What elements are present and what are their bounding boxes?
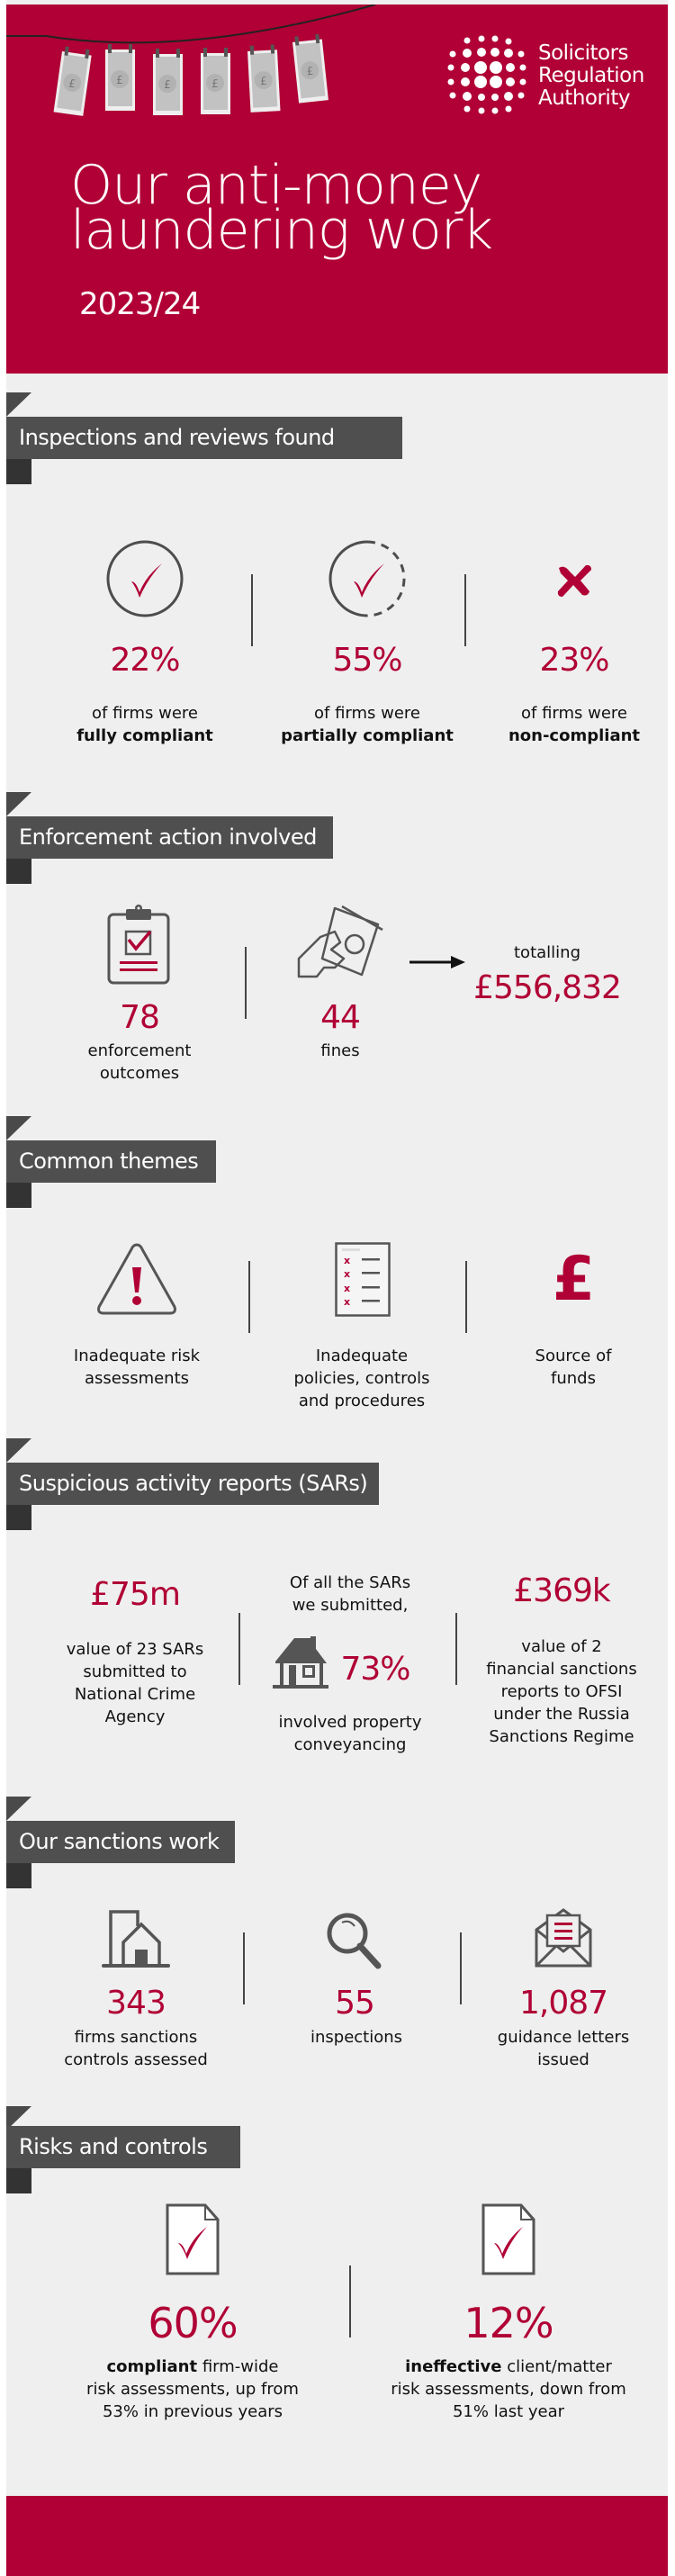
stat-value-fines: 44 [320, 999, 360, 1036]
stat-value-non-compliant: 23% [539, 642, 609, 679]
column-divider [243, 1932, 245, 2004]
stat-intro: we submitted, [292, 1596, 409, 1615]
column-divider [455, 1613, 457, 1685]
stat-label: 53% in previous years [102, 2402, 284, 2421]
stat-label: value of 23 SARs [66, 1640, 204, 1659]
logo-text-authority: Authority [538, 86, 630, 110]
column-divider [465, 1261, 467, 1333]
ribbon-fold [6, 1116, 32, 1140]
stat-label: of firms were [520, 704, 628, 723]
svg-text:£: £ [116, 74, 123, 86]
stat-label: enforcement [87, 1041, 192, 1060]
theme-label: funds [551, 1369, 596, 1388]
stat-label [107, 2355, 279, 2378]
section-heading-sanctions: Our sanctions work [6, 1821, 235, 1863]
column-divider [245, 947, 247, 1019]
washing-line-banknotes-icon [6, 5, 384, 149]
svg-text:£: £ [164, 78, 171, 91]
stat-label: controls assessed [64, 2050, 208, 2069]
stat-value-partially-compliant: 55% [332, 642, 402, 679]
column-divider [349, 2265, 351, 2337]
stat-label: guidance letters [497, 2028, 630, 2047]
document-check-icon [166, 2203, 220, 2275]
svg-text:x: x [344, 1268, 351, 1280]
section-heading-themes: Common themes [6, 1140, 216, 1183]
stat-value-fines-total: £556,832 [473, 969, 621, 1006]
stat-value-guidance-letters: 1,087 [518, 1985, 608, 2022]
stat-label: National Crime [74, 1685, 196, 1704]
ribbon-fold [6, 792, 32, 816]
stat-value-firms-assessed: 343 [106, 1985, 166, 2022]
column-divider [238, 1613, 240, 1685]
stat-label: firms sanctions [74, 2028, 198, 2047]
ribbon-tab [6, 859, 32, 884]
page-title-line2: laundering work [70, 199, 493, 262]
stat-label: fines [320, 1041, 360, 1060]
stat-label: under the Russia [493, 1705, 630, 1724]
stat-label: 51% last year [452, 2402, 565, 2421]
theme-label: policies, controls [293, 1369, 430, 1388]
stat-label-rest: client/matter [501, 2357, 612, 2376]
svg-text:x: x [344, 1283, 351, 1294]
ribbon-tab [6, 2168, 32, 2193]
logo-text-solicitors: Solicitors [538, 41, 629, 65]
stat-value-ofsi-reports: £369k [513, 1572, 610, 1609]
ribbon-fold [6, 1797, 32, 1821]
stat-label: financial sanctions [486, 1660, 637, 1679]
ribbon-tab [6, 1183, 32, 1208]
section-heading-inspections: Inspections and reviews found [6, 417, 402, 459]
stat-value-compliant-firm-wide: 60% [148, 2299, 238, 2347]
stat-value-property-conveyancing: 73% [340, 1651, 410, 1688]
theme-label: Source of [535, 1347, 612, 1365]
stat-label: Sanctions Regime [489, 1727, 634, 1746]
column-divider [464, 574, 466, 646]
ribbon-fold [6, 392, 32, 417]
hand-money-icon [295, 905, 385, 986]
stat-label-totalling: totalling [514, 943, 580, 962]
report-year: 2023/24 [79, 286, 201, 322]
theme-label: Inadequate [315, 1347, 409, 1365]
house-icon [273, 1636, 328, 1690]
stat-label: reports to OFSI [500, 1682, 623, 1701]
column-divider [248, 1261, 250, 1333]
stat-label: issued [537, 2050, 590, 2069]
sra-logo-dots-icon [444, 34, 529, 120]
ribbon-tab [6, 1863, 32, 1888]
section-heading-risks: Risks and controls [6, 2126, 240, 2168]
stat-label: risk assessments, down from [391, 2380, 626, 2399]
svg-text:£: £ [305, 64, 314, 78]
arrow-right-icon [410, 956, 465, 968]
cross-icon [555, 563, 593, 599]
stat-label: inspections [310, 2028, 403, 2047]
stat-label: conveyancing [293, 1735, 407, 1754]
building-icon [102, 1910, 170, 1968]
envelope-letter-icon [535, 1908, 592, 1968]
stat-label-rest: firm-wide [197, 2357, 279, 2376]
logo-text-regulation: Regulation [538, 64, 644, 87]
section-heading-enforcement: Enforcement action involved [6, 816, 333, 859]
checklist-cross-icon [335, 1242, 391, 1317]
stat-value-enforcement-outcomes: 78 [120, 999, 159, 1036]
document-check-icon [482, 2203, 536, 2275]
stat-label [405, 2355, 612, 2378]
ribbon-tab [6, 459, 32, 484]
ribbon-fold [6, 1438, 32, 1463]
ribbon-tab [6, 1505, 32, 1530]
stat-label-bold: ineffective [405, 2357, 502, 2376]
stat-label: of firms were [313, 704, 421, 723]
stat-label-bold: non-compliant [508, 726, 641, 745]
partial-check-circle-icon [328, 540, 406, 617]
pound-icon: £ [552, 1244, 595, 1315]
theme-label: assessments [84, 1369, 190, 1388]
stat-label-bold: compliant [106, 2357, 198, 2376]
stat-label: involved property [278, 1713, 422, 1732]
stat-label: of firms were [91, 704, 199, 723]
column-divider [251, 574, 253, 646]
check-circle-icon [106, 540, 184, 617]
svg-text:x: x [344, 1296, 351, 1308]
svg-text:£: £ [68, 77, 76, 91]
column-divider [460, 1932, 462, 2004]
stat-label: risk assessments, up from [86, 2380, 299, 2399]
stat-value-ineffective-client-matter: 12% [464, 2299, 554, 2347]
stat-value-fully-compliant: 22% [110, 642, 180, 679]
svg-text:£: £ [259, 74, 267, 88]
theme-label: and procedures [298, 1392, 426, 1410]
theme-label: Inadequate risk [73, 1347, 201, 1365]
svg-text:x: x [344, 1255, 351, 1266]
footer-band [6, 2496, 668, 2576]
page-title-line1: Our anti-money [70, 154, 482, 217]
stat-label: submitted to [83, 1662, 187, 1681]
warning-icon [96, 1242, 177, 1316]
stat-label: value of 2 [521, 1637, 602, 1656]
stat-label-bold: fully compliant [76, 726, 213, 745]
stat-intro: Of all the SARs [289, 1573, 411, 1592]
stat-label: Agency [104, 1707, 166, 1726]
svg-text:£: £ [212, 77, 219, 90]
stat-label-bold: partially compliant [281, 726, 454, 745]
stat-value-nca-sars: £75m [90, 1576, 180, 1613]
stat-value-inspections: 55 [335, 1985, 374, 2022]
clipboard-check-icon [106, 904, 173, 985]
section-heading-sars: Suspicious activity reports (SARs) [6, 1463, 379, 1505]
stat-label: outcomes [99, 1064, 180, 1083]
magnifier-icon [326, 1912, 383, 1969]
